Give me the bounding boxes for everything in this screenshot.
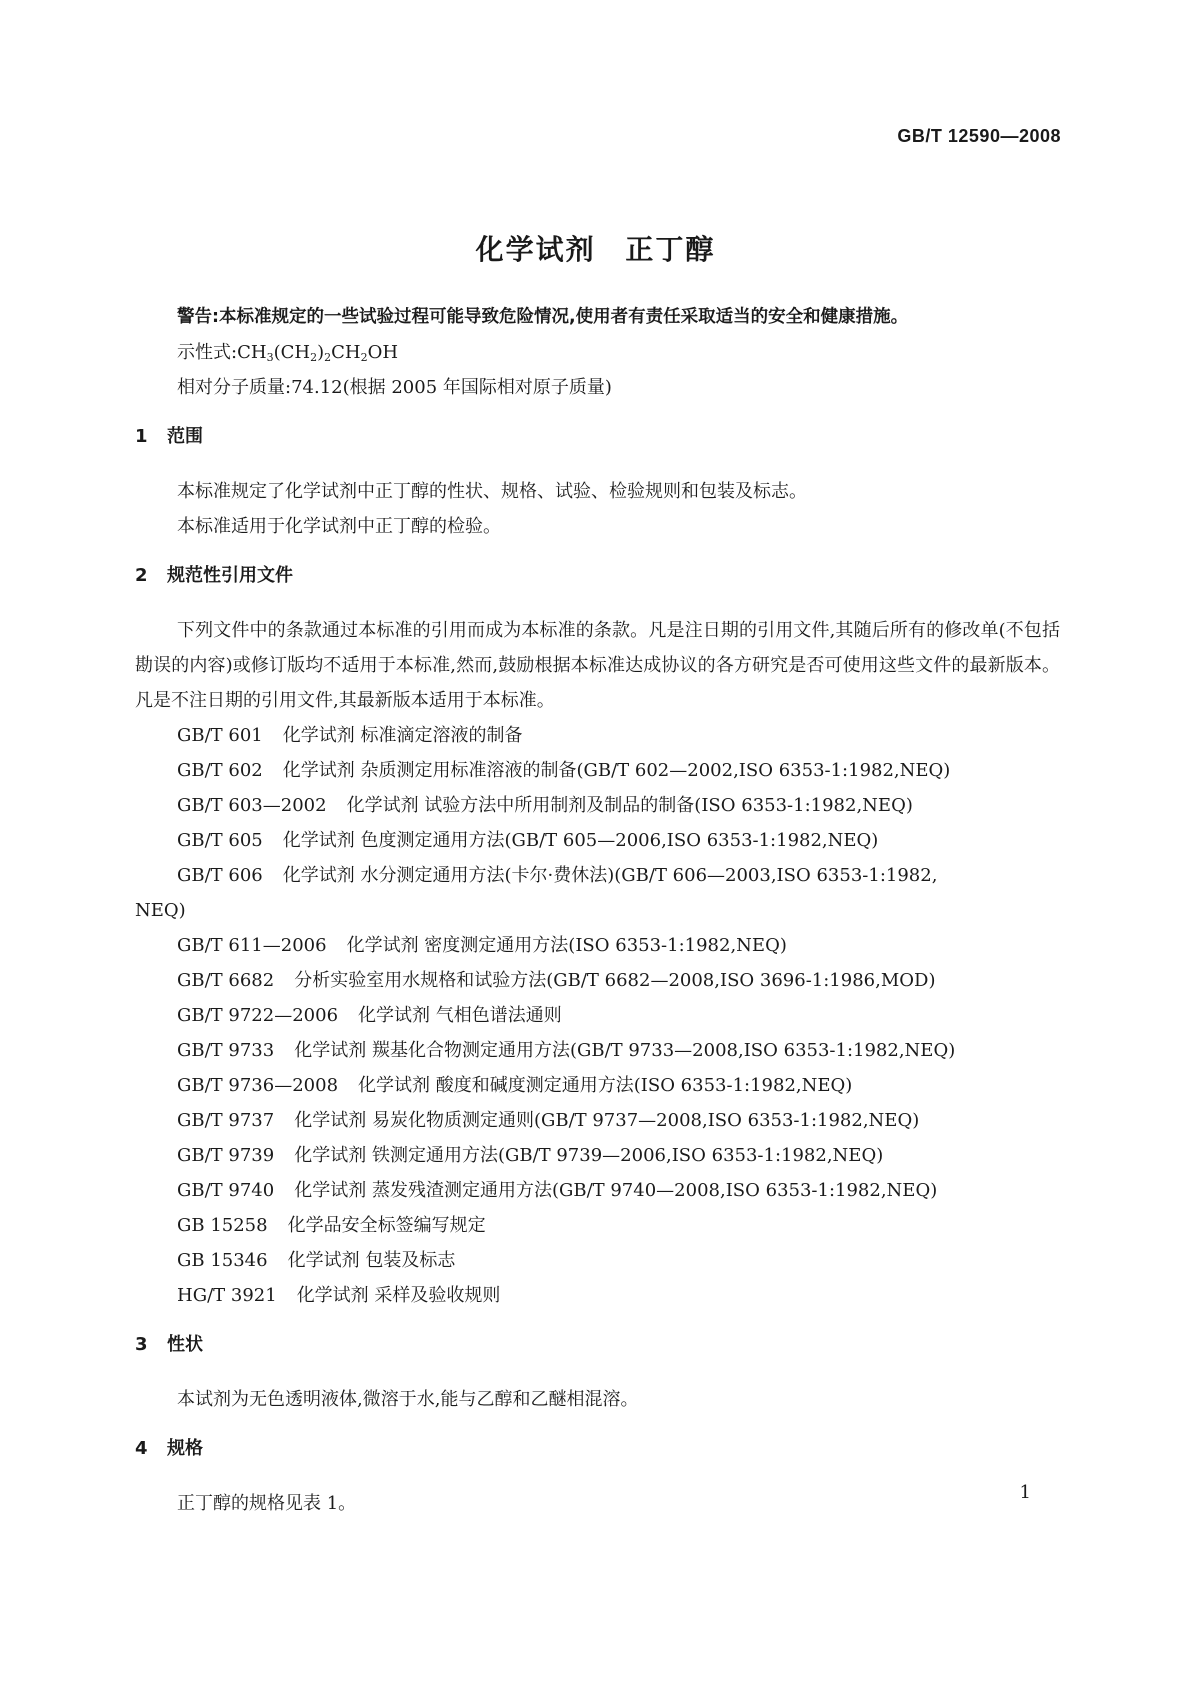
reference-code: GB/T 606 xyxy=(177,865,263,886)
reference-item xyxy=(135,928,1060,963)
formula-subscript: 2 xyxy=(310,351,318,364)
reference-title: 化学试剂 酸度和碱度测定通用方法(ISO 6353-1:1982,NEQ) xyxy=(358,1075,853,1096)
reference-item xyxy=(135,1173,1060,1208)
reference-title: 化学试剂 气相色谱法通则 xyxy=(358,1005,562,1026)
reference-title: 化学试剂 水分测定通用方法(卡尔·费休法)(GB/T 606—2003,ISO 6353-1:1982, xyxy=(282,865,938,886)
reference-code: HG/T 3921 xyxy=(177,1285,277,1306)
reference-item xyxy=(135,788,1060,823)
reference-code: GB/T 6682 xyxy=(177,970,275,991)
reference-code: GB/T 9733 xyxy=(177,1040,275,1061)
safety-warning: 警告:本标准规定的一些试验过程可能导致危险情况,使用者有责任采取适当的安全和健康措施。 xyxy=(177,307,909,327)
references-intro: 下列文件中的条款通过本标准的引用而成为本标准的条款。凡是注日期的引用文件,其随后所有的修改单(不包括勘误的内容)或修订版均不适用于本标准,然而,鼓励根据本标准达成协议的各方研究是否可使用这些文件的最新版本。凡是不注日期的引用文件,其最新版本适用于本标准。 xyxy=(135,620,1060,711)
reference-item xyxy=(135,1103,1060,1138)
section-number: 4 xyxy=(135,1438,148,1459)
section-title: 范围 xyxy=(167,426,203,447)
reference-title: 化学试剂 铁测定通用方法(GB/T 9739—2006,ISO 6353-1:1982,NEQ) xyxy=(294,1145,884,1166)
reference-code: GB 15258 xyxy=(177,1215,268,1236)
section-title: 性状 xyxy=(167,1334,203,1355)
reference-title: 化学试剂 色度测定通用方法(GB/T 605—2006,ISO 6353-1:1982,NEQ) xyxy=(282,830,879,851)
reference-title: 化学试剂 羰基化合物测定通用方法(GB/T 9733—2008,ISO 6353-1:1982,NEQ) xyxy=(294,1040,956,1061)
reference-code: GB/T 9740 xyxy=(177,1180,275,1201)
section-number: 2 xyxy=(135,565,148,586)
page-number: 1 xyxy=(1019,1482,1031,1503)
reference-code: GB 15346 xyxy=(177,1250,268,1271)
formula-part: OH xyxy=(367,342,399,363)
reference-item xyxy=(135,753,1060,788)
reference-item xyxy=(135,1208,1060,1243)
section-title: 规格 xyxy=(167,1438,203,1459)
specifications-paragraph: 正丁醇的规格见表 1。 xyxy=(177,1493,357,1514)
reference-title: 化学试剂 杂质测定用标准溶液的制备(GB/T 602—2002,ISO 6353-1:1982,NEQ) xyxy=(282,760,951,781)
formula-subscript: 3 xyxy=(266,351,274,364)
document-body xyxy=(135,300,1060,1521)
standard-code: GB/T 12590—2008 xyxy=(897,126,1061,146)
reference-code: GB/T 601 xyxy=(177,725,263,746)
reference-title: 化学试剂 蒸发残渣测定通用方法(GB/T 9740—2008,ISO 6353-1:1982,NEQ) xyxy=(294,1180,938,1201)
reference-item xyxy=(135,858,1060,893)
reference-item xyxy=(135,823,1060,858)
reference-item xyxy=(135,1068,1060,1103)
section-heading-properties xyxy=(135,1327,1060,1362)
reference-item xyxy=(135,718,1060,753)
reference-code: GB/T 9722—2006 xyxy=(177,1005,339,1026)
formula-part: CH xyxy=(331,342,361,363)
formula-part: (CH xyxy=(273,342,311,363)
reference-continuation: NEQ) xyxy=(135,900,186,921)
reference-title: 化学试剂 试验方法中所用制剂及制品的制备(ISO 6353-1:1982,NEQ) xyxy=(346,795,913,816)
reference-item xyxy=(135,963,1060,998)
formula-part: CH xyxy=(237,342,267,363)
scope-paragraph: 本标准适用于化学试剂中正丁醇的检验。 xyxy=(177,516,501,537)
reference-code: GB/T 605 xyxy=(177,830,263,851)
reference-title: 化学试剂 密度测定通用方法(ISO 6353-1:1982,NEQ) xyxy=(346,935,787,956)
scope-paragraph: 本标准规定了化学试剂中正丁醇的性状、规格、试验、检验规则和包装及标志。 xyxy=(177,481,807,502)
molecular-mass: 相对分子质量:74.12(根据 2005 年国际相对原子质量) xyxy=(177,377,612,398)
reference-code: GB/T 9736—2008 xyxy=(177,1075,339,1096)
reference-item xyxy=(135,998,1060,1033)
section-heading-normative-references xyxy=(135,558,1060,593)
reference-title: 化学品安全标签编写规定 xyxy=(287,1215,486,1236)
reference-title: 化学试剂 标准滴定溶液的制备 xyxy=(282,725,523,746)
properties-paragraph: 本试剂为无色透明液体,微溶于水,能与乙醇和乙醚相混溶。 xyxy=(177,1389,639,1410)
reference-item xyxy=(135,1138,1060,1173)
reference-title: 分析实验室用水规格和试验方法(GB/T 6682—2008,ISO 3696-1:1986,MOD) xyxy=(294,970,936,991)
reference-code: GB/T 611—2006 xyxy=(177,935,327,956)
reference-code: GB/T 9739 xyxy=(177,1145,275,1166)
section-title: 规范性引用文件 xyxy=(167,565,293,586)
reference-title: 化学试剂 易炭化物质测定通则(GB/T 9737—2008,ISO 6353-1:1982,NEQ) xyxy=(294,1110,920,1131)
document-title: 化学试剂 正丁醇 xyxy=(475,233,716,266)
formula-label: 示性式: xyxy=(177,342,238,363)
section-heading-scope xyxy=(135,419,1060,454)
reference-code: GB/T 9737 xyxy=(177,1110,275,1131)
reference-item xyxy=(135,1033,1060,1068)
reference-code: GB/T 603—2002 xyxy=(177,795,327,816)
formula-part: ) xyxy=(317,342,325,363)
reference-item xyxy=(135,1243,1060,1278)
section-number: 1 xyxy=(135,426,148,447)
reference-title: 化学试剂 包装及标志 xyxy=(287,1250,456,1271)
reference-code: GB/T 602 xyxy=(177,760,263,781)
section-number: 3 xyxy=(135,1334,148,1355)
formula-subscript: 2 xyxy=(360,351,368,364)
section-heading-specifications xyxy=(135,1431,1060,1466)
reference-title: 化学试剂 采样及验收规则 xyxy=(296,1285,501,1306)
formula-subscript: 2 xyxy=(324,351,332,364)
reference-item xyxy=(135,1278,1060,1313)
structural-formula xyxy=(135,335,1060,370)
